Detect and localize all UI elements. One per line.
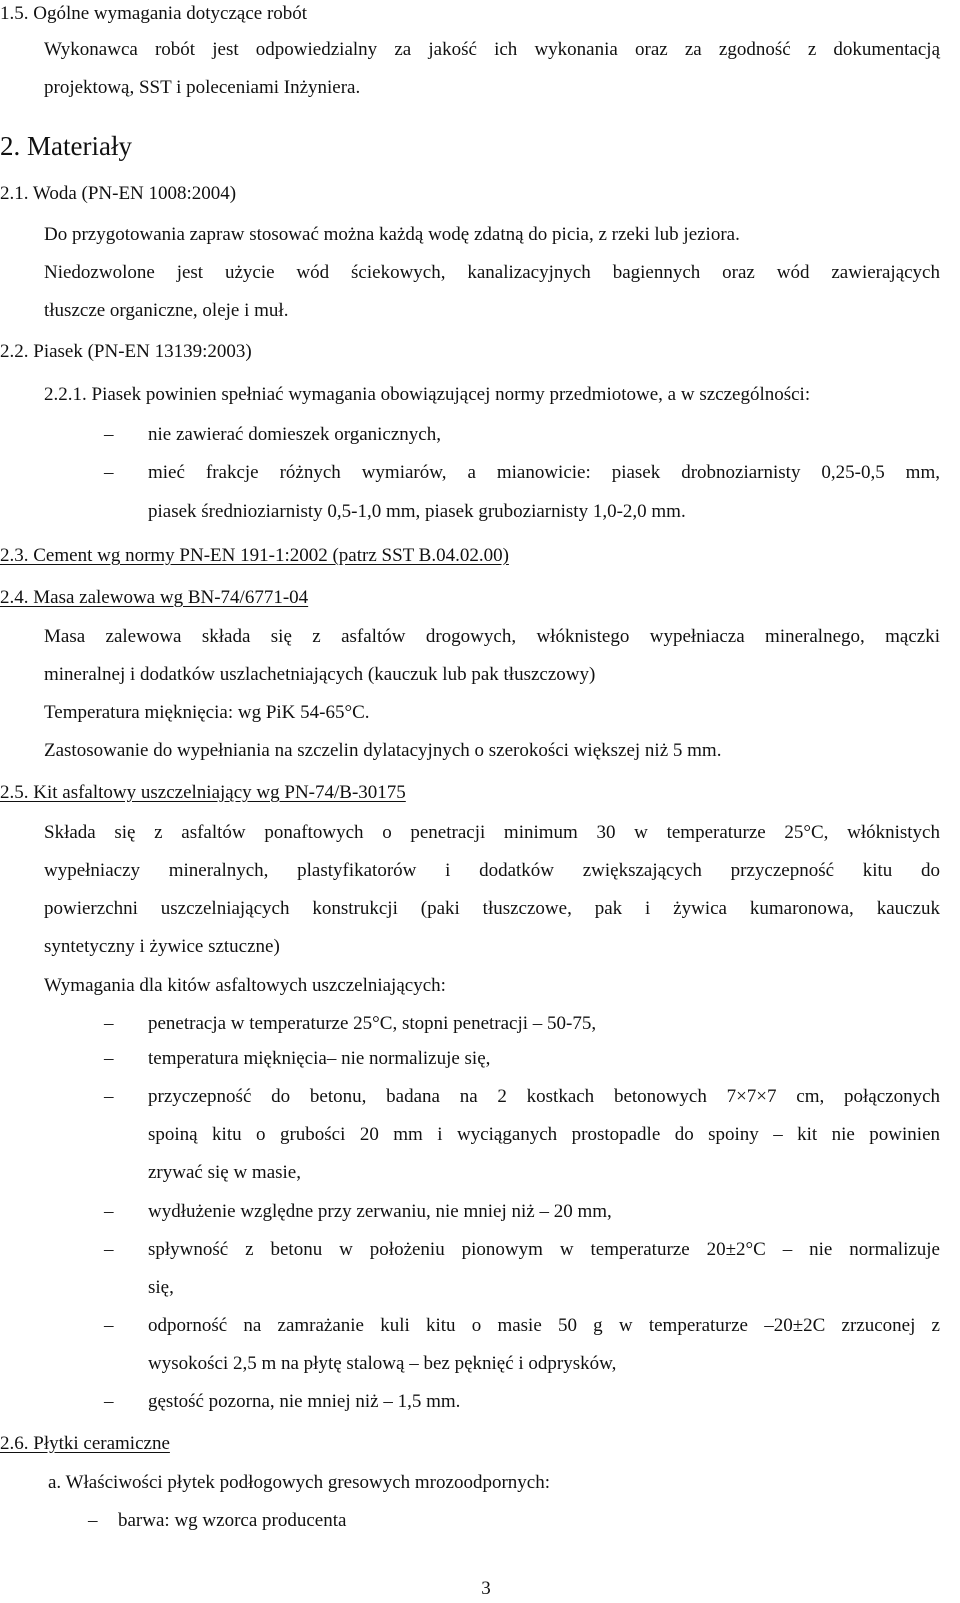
paragraph-line: Niedozwolone jest użycie wód ściekowych, kanalizacyjnych bagiennych oraz wód zawierających — [44, 262, 940, 283]
bullet-dash: – — [104, 1315, 114, 1336]
list-item-continuation: się, — [148, 1277, 174, 1298]
list-item-continuation: zrywać się w masie, — [148, 1162, 301, 1183]
section-heading-2-3: 2.3. Cement wg normy PN-EN 191-1:2002 (patrz SST B.04.02.00) — [0, 545, 509, 566]
list-item: odporność na zamrażanie kuli kitu o masie 50 g w temperaturze –20±2C zrzuconej z — [148, 1315, 940, 1336]
section-heading-2-6: 2.6. Płytki ceramiczne — [0, 1433, 170, 1454]
paragraph-line: syntetyczny i żywice sztuczne) — [44, 936, 280, 957]
list-item: wydłużenie względne przy zerwaniu, nie mniej niż – 20 mm, — [148, 1201, 612, 1222]
bullet-dash: – — [104, 1048, 114, 1069]
paragraph-line: Temperatura mięknięcia: wg PiK 54-65°C. — [44, 702, 370, 723]
list-item-continuation: wysokości 2,5 m na płytę stalową – bez pęknięć i odprysków, — [148, 1353, 617, 1374]
list-item: przyczepność do betonu, badana na 2 kostkach betonowych 7×7×7 cm, połączonych — [148, 1086, 940, 1107]
section-heading-2-5: 2.5. Kit asfaltowy uszczelniający wg PN-74/B-30175 — [0, 782, 406, 803]
paragraph-line: wypełniaczy mineralnych, plastyfikatorów i dodatków zwiększających przyczepność kitu do — [44, 860, 940, 881]
paragraph-line: Masa zalewowa składa się z asfaltów drogowych, włóknistego wypełniacza mineralnego, mączki — [44, 626, 940, 647]
paragraph-line: Wykonawca robót jest odpowiedzialny za jakość ich wykonania oraz za zgodność z dokumentacją — [44, 39, 940, 60]
bullet-dash: – — [104, 462, 114, 483]
paragraph-line: projektową, SST i poleceniami Inżyniera. — [44, 77, 361, 98]
bullet-dash: – — [104, 1239, 114, 1260]
section-heading-2-1: 2.1. Woda (PN-EN 1008:2004) — [0, 183, 237, 204]
list-item: mieć frakcje różnych wymiarów, a mianowicie: piasek drobnoziarnisty 0,25-0,5 mm, — [148, 462, 940, 483]
bullet-dash: – — [104, 1013, 114, 1034]
section-heading-1-5: 1.5. Ogólne wymagania dotyczące robót — [0, 3, 308, 24]
bullet-dash: – — [104, 1201, 114, 1222]
bullet-dash: – — [104, 1391, 114, 1412]
list-item: spływność z betonu w położeniu pionowym w temperaturze 20±2°C – nie normalizuje — [148, 1239, 940, 1260]
section-heading-2-2: 2.2. Piasek (PN-EN 13139:2003) — [0, 341, 252, 362]
paragraph-line: Składa się z asfaltów ponaftowych o penetracji minimum 30 w temperaturze 25°C, włóknistych — [44, 822, 940, 843]
list-item: penetracja w temperaturze 25°C, stopni penetracji – 50-75, — [148, 1013, 597, 1034]
list-item: barwa: wg wzorca producenta — [118, 1510, 347, 1531]
bullet-dash: – — [104, 424, 114, 445]
bullet-dash: – — [104, 1086, 114, 1107]
paragraph-line: Do przygotowania zapraw stosować można każdą wodę zdatną do picia, z rzeki lub jeziora. — [44, 224, 740, 245]
page-number: 3 — [481, 1578, 491, 1599]
paragraph-line: 2.2.1. Piasek powinien spełniać wymagania obowiązującej normy przedmiotowe, a w szczególności: — [44, 384, 811, 405]
paragraph-line: tłuszcze organiczne, oleje i muł. — [44, 300, 289, 321]
paragraph-line: Wymagania dla kitów asfaltowych uszczelniających: — [44, 975, 446, 996]
list-item: nie zawierać domieszek organicznych, — [148, 424, 441, 445]
paragraph-line: Zastosowanie do wypełniania na szczelin dylatacyjnych o szerokości większej niż 5 mm. — [44, 740, 722, 761]
subsection-label: a. Właściwości płytek podłogowych gresowych mrozoodpornych: — [48, 1472, 550, 1493]
bullet-dash: – — [88, 1510, 98, 1531]
list-item-continuation: piasek średnioziarnisty 0,5-1,0 mm, piasek gruboziarnisty 1,0-2,0 mm. — [148, 501, 686, 522]
list-item: gęstość pozorna, nie mniej niż – 1,5 mm. — [148, 1391, 461, 1412]
list-item: temperatura mięknięcia– nie normalizuje się, — [148, 1048, 491, 1069]
paragraph-line: mineralnej i dodatków uszlachetniających (kauczuk lub pak tłuszczowy) — [44, 664, 596, 685]
paragraph-line: powierzchni uszczelniających konstrukcji (paki tłuszczowe, pak i żywica kumaronowa, kauczuk — [44, 898, 940, 919]
list-item-continuation: spoiną kitu o grubości 20 mm i wyciąganych prostopadle do spoiny – kit nie powinien — [148, 1124, 940, 1145]
section-heading-2-4: 2.4. Masa zalewowa wg BN-74/6771-04 — [0, 587, 309, 608]
chapter-heading-materials: 2. Materiały — [0, 131, 132, 161]
